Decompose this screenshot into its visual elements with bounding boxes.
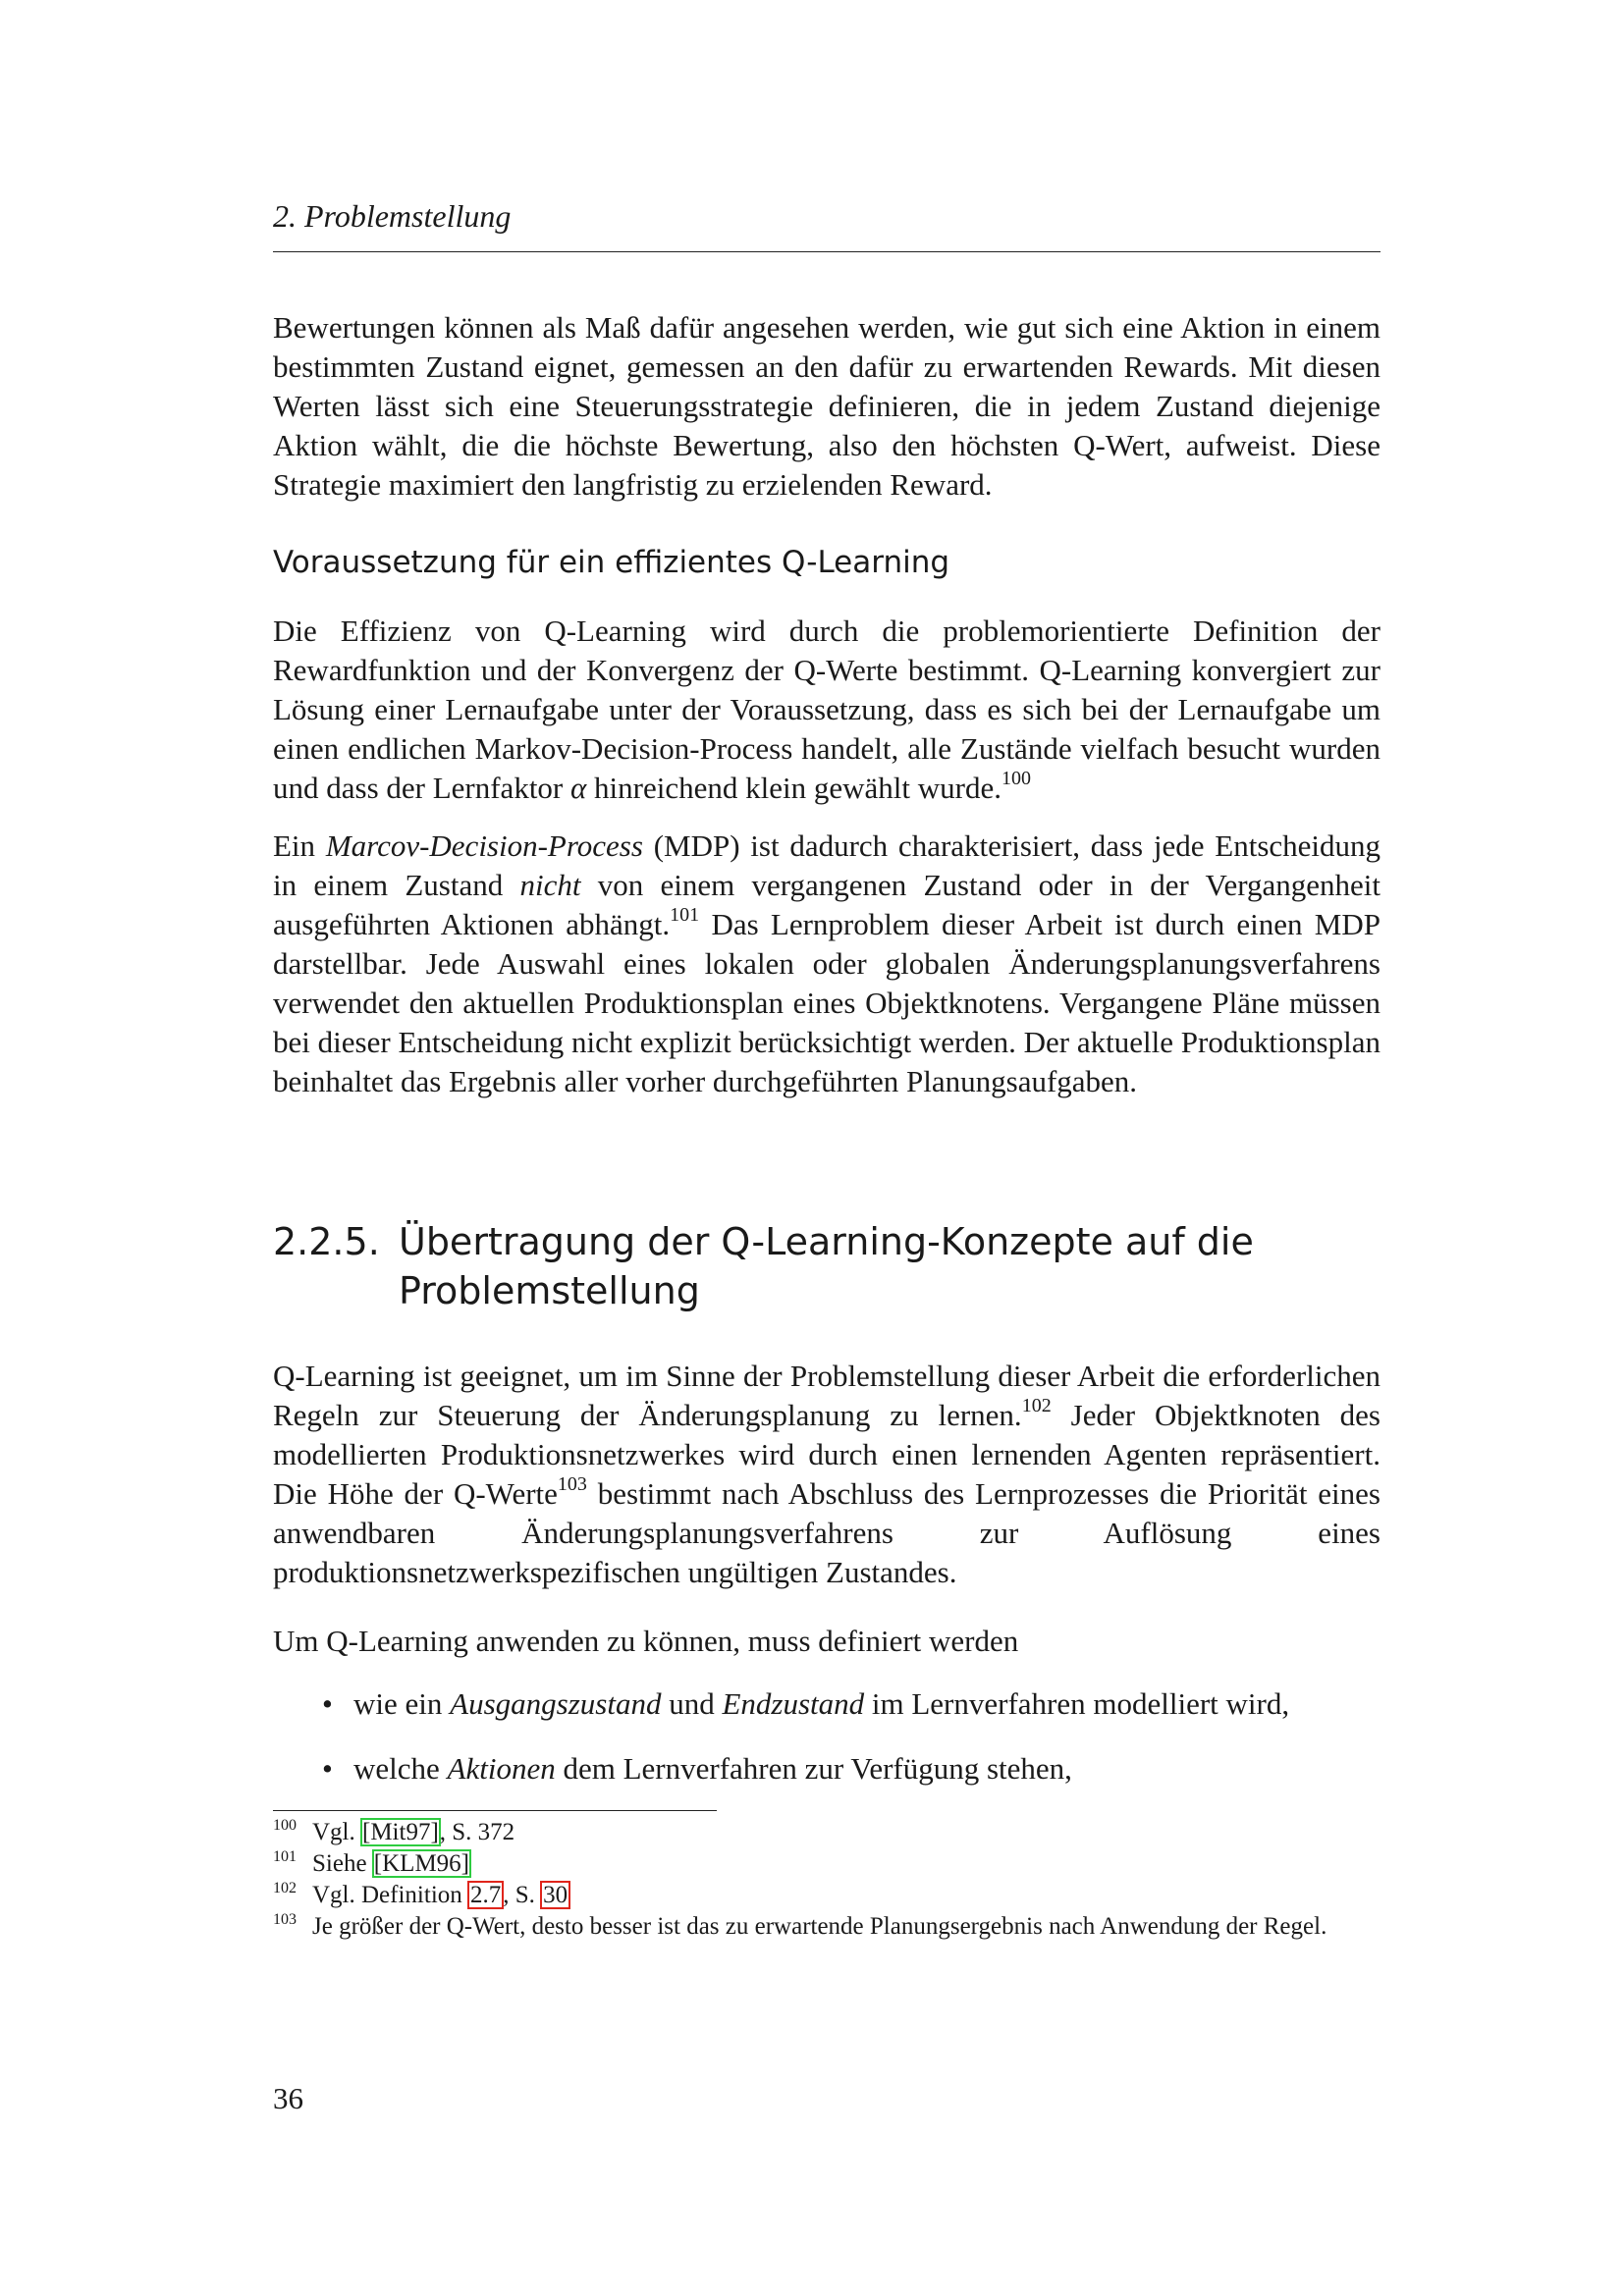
emphasis-term: Endzustand [722, 1686, 865, 1721]
footnote-text: Vgl. [312, 1819, 355, 1845]
footnote-text: , S. 372 [439, 1819, 515, 1845]
footnote-number: 101 [273, 1848, 297, 1865]
bullet-icon: • [322, 1686, 333, 1721]
footnote-divider [273, 1810, 717, 1811]
footnote-marker-103[interactable]: 103 [557, 1473, 587, 1495]
footnote-number: 103 [273, 1911, 297, 1928]
citation-link-mit97[interactable]: [Mit97] [362, 1819, 439, 1845]
list-text: welche [353, 1751, 440, 1786]
list-text: dem Lernverfahren zur Verfügung stehen, [563, 1751, 1072, 1786]
emphasis-term: Marcov-Decision-Process [325, 828, 643, 863]
emphasis-term: Ausgangszustand [450, 1686, 662, 1721]
emphasis-term: nicht [519, 868, 581, 902]
definition-link-2-7[interactable]: 2.7 [470, 1882, 502, 1908]
list-text: im Lernverfahren modelliert wird, [871, 1686, 1290, 1721]
list-item [273, 1749, 1380, 1789]
footnote-number: 102 [273, 1880, 297, 1896]
paragraph-application [273, 1357, 1380, 1592]
paragraph-mdp [273, 827, 1380, 1101]
footnote-text: Vgl. Definition [312, 1882, 462, 1908]
list-text: wie ein [353, 1686, 443, 1721]
paragraph-text: Jeder Objektknoten des modellierten Produktionsnetzwerkes wird durch einen lernenden Agenten repräsentiert. Die Höhe der Q-Werte [273, 1398, 1380, 1511]
footnote-text: Siehe [312, 1850, 367, 1877]
footnote-number: 100 [273, 1817, 297, 1834]
paragraph-text: bestimmt nach Abschluss des Lernprozesses die Priorität eines anwendbaren Änderungsplanungsverfahrens zur Auflösung eines produktionsnetzwerkspezifischen ungültigen Zustandes. [273, 1476, 1380, 1589]
footnote-text: , S. [503, 1882, 535, 1908]
paragraph-text: von einem vergangenen Zustand oder in der Vergangenheit ausgeführten Aktionen abhängt. [273, 868, 1381, 941]
subheading-efficient-q-learning: Voraussetzung für ein effizientes Q-Learning [273, 545, 950, 580]
emphasis-term: Aktionen [447, 1751, 556, 1786]
paragraph-text: Ein [273, 828, 316, 863]
footnotes [273, 1817, 1380, 1943]
paragraph-text: Die Effizienz von Q-Learning wird durch die problemorientierte Definition der Rewardfunktion und der Konvergenz der Q-Werte bestimmt. Q-Learning konvergiert zur Lösung einer Lernaufgabe unter der Voraussetzung, dass es sich bei der Lernaufgabe um einen endlichen Markov-Decision-Process handelt, alle Zustände vielfach besucht wurden und dass der Lernfaktor [273, 614, 1380, 805]
footnote-marker-102[interactable]: 102 [1021, 1395, 1052, 1416]
alpha-symbol: α [570, 771, 587, 805]
paragraph-text: (MDP) ist dadurch charakterisiert, dass jede Entscheidung in einem Zustand [273, 828, 1381, 902]
running-header [273, 192, 1380, 252]
paragraph-requirements: Um Q-Learning anwenden zu können, muss definiert werden [273, 1624, 1019, 1658]
paragraph-text: Q-Learning ist geeignet, um im Sinne der Problemstellung dieser Arbeit die erforderlichen Regeln zur Steuerung der Änderungsplanung zu lernen. [273, 1359, 1380, 1432]
footnote-marker-101[interactable]: 101 [670, 904, 700, 926]
citation-link-klm96[interactable]: [KLM96] [373, 1850, 470, 1877]
paragraph-efficiency [273, 612, 1380, 808]
header-title: 2. Problemstellung [273, 198, 512, 234]
section-title: Übertragung der Q-Learning-Konzepte auf die Problemstellung [399, 1220, 1254, 1312]
section-number: 2.2.5. [273, 1220, 380, 1263]
paragraph-text: hinreichend klein gewählt wurde. [594, 771, 1001, 805]
page-number: 36 [273, 2081, 303, 2115]
footnote-101 [273, 1848, 1380, 1880]
page-link-30[interactable]: 30 [543, 1882, 568, 1908]
section-heading [273, 1217, 1380, 1315]
paragraph-q-values: Bewertungen können als Maß dafür angesehen werden, wie gut sich eine Aktion in einem bestimmten Zustand eignet, gemessen an den dafür zu erwartenden Rewards. Mit diesen Werten lässt sich eine Steuerungsstrategie definieren, die in jedem Zustand diejenige Aktion wählt, die die höchste Bewertung, also den höchsten Q-Wert, aufweist. Diese Strategie maximiert den langfristig zu erzielenden Reward. [273, 310, 1380, 502]
paragraph-text: Das Lernproblem dieser Arbeit ist durch einen MDP darstellbar. Jede Auswahl eines lokalen oder globalen Änderungsplanungsverfahrens verwendet den aktuellen Produktionsplan eines Objektknotens. Vergangene Pläne müssen bei dieser Entscheidung nicht explizit berücksichtigt werden. Der aktuelle Produktionsplan beinhaltet das Ergebnis aller vorher durchgeführten Planungsaufgaben. [273, 907, 1380, 1098]
bullet-icon: • [322, 1751, 333, 1786]
requirements-list [273, 1684, 1380, 1814]
footnote-100 [273, 1817, 1380, 1848]
footnote-102 [273, 1880, 1380, 1911]
list-text: und [669, 1686, 715, 1721]
footnote-103 [273, 1911, 1380, 1943]
footnote-text: Je größer der Q-Wert, desto besser ist das zu erwartende Planungsergebnis nach Anwendung der Regel. [312, 1913, 1327, 1940]
footnote-marker-100[interactable]: 100 [1001, 768, 1031, 789]
list-item [273, 1684, 1380, 1724]
